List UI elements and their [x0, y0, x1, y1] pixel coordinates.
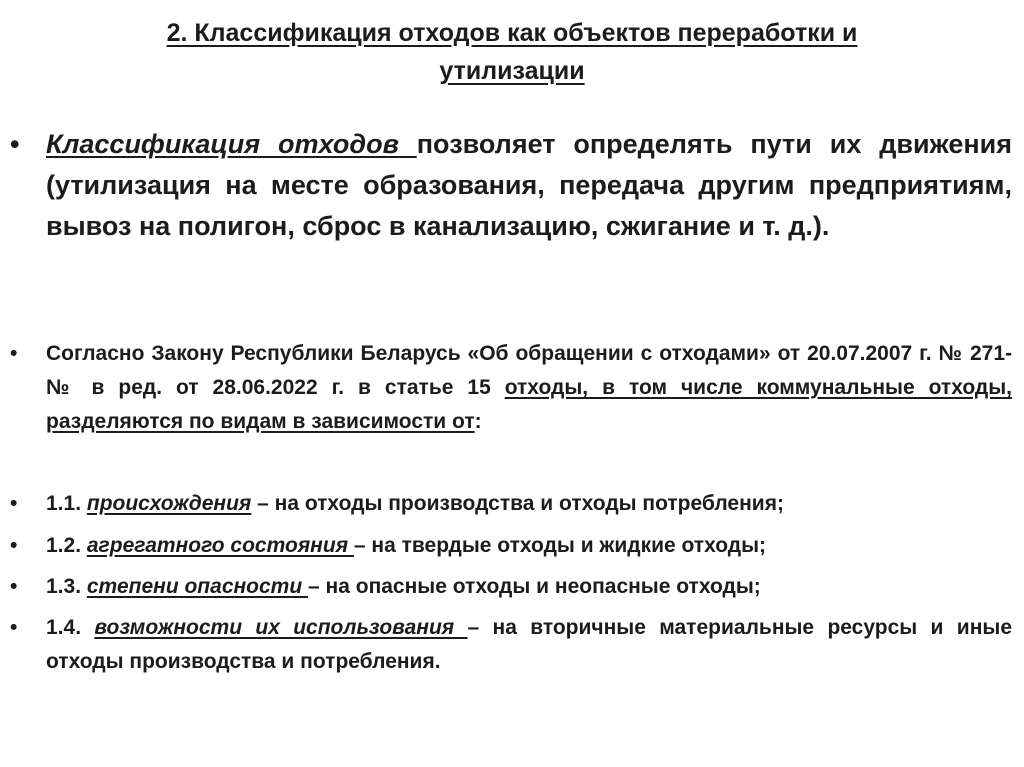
item-number: 1.1.	[46, 492, 87, 515]
list-item-1-1	[10, 487, 1012, 521]
bullet: •	[10, 129, 20, 159]
bullet: •	[10, 534, 18, 557]
list-item-1-3	[10, 570, 1012, 604]
item-number: 1.3.	[46, 575, 87, 598]
paragraph-law	[10, 337, 1012, 439]
bullet: •	[10, 616, 18, 639]
item-number: 1.4.	[46, 616, 95, 639]
title-line-2: утилизации	[439, 57, 585, 85]
page-title	[60, 14, 964, 90]
paragraph-text	[46, 337, 1012, 439]
bullet: •	[10, 575, 18, 598]
item-term: возможности их использования	[94, 616, 468, 639]
item-term: степени опасности	[86, 575, 309, 598]
paragraph-text	[46, 124, 1012, 247]
item-rest: – на вторичные материальные ресурсы и иные отходы производства и потребления.	[46, 616, 1012, 673]
item-rest: – на твердые отходы и жидкие отходы;	[353, 534, 767, 557]
list-item-1-2	[10, 529, 1012, 563]
paragraph-classification	[10, 124, 1012, 247]
list-item-1-4	[10, 611, 1012, 679]
law-underlined: отходы, в том числе коммунальные отходы, разделяются по видам в зависимости от	[46, 376, 1012, 433]
law-intro: Согласно Закону Республики Беларусь «Об обращении с отходами» от 20.07.2007 г. № 271-№ в ред. от 28.06.2022 г. в статье 15	[46, 342, 1012, 399]
paragraph-rest: позволяет определять пути их движения (утилизация на месте образования, передача другим предприятиям, вывоз на полигон, сброс в канализацию, сжигание и т. д.).	[46, 129, 1013, 241]
title-line-1: 2. Классификация отходов как объектов переработки и	[166, 19, 858, 47]
item-term: происхождения	[86, 492, 252, 515]
law-end: :	[474, 410, 482, 433]
item-number: 1.2.	[46, 534, 87, 557]
term-classification: Классификация отходов	[46, 129, 417, 159]
bullet: •	[10, 342, 18, 365]
bullet: •	[10, 492, 18, 515]
item-rest: – на опасные отходы и неопасные отходы;	[308, 575, 761, 598]
item-term: агрегатного состояния	[86, 534, 354, 557]
item-rest: – на отходы производства и отходы потребления;	[251, 492, 784, 515]
